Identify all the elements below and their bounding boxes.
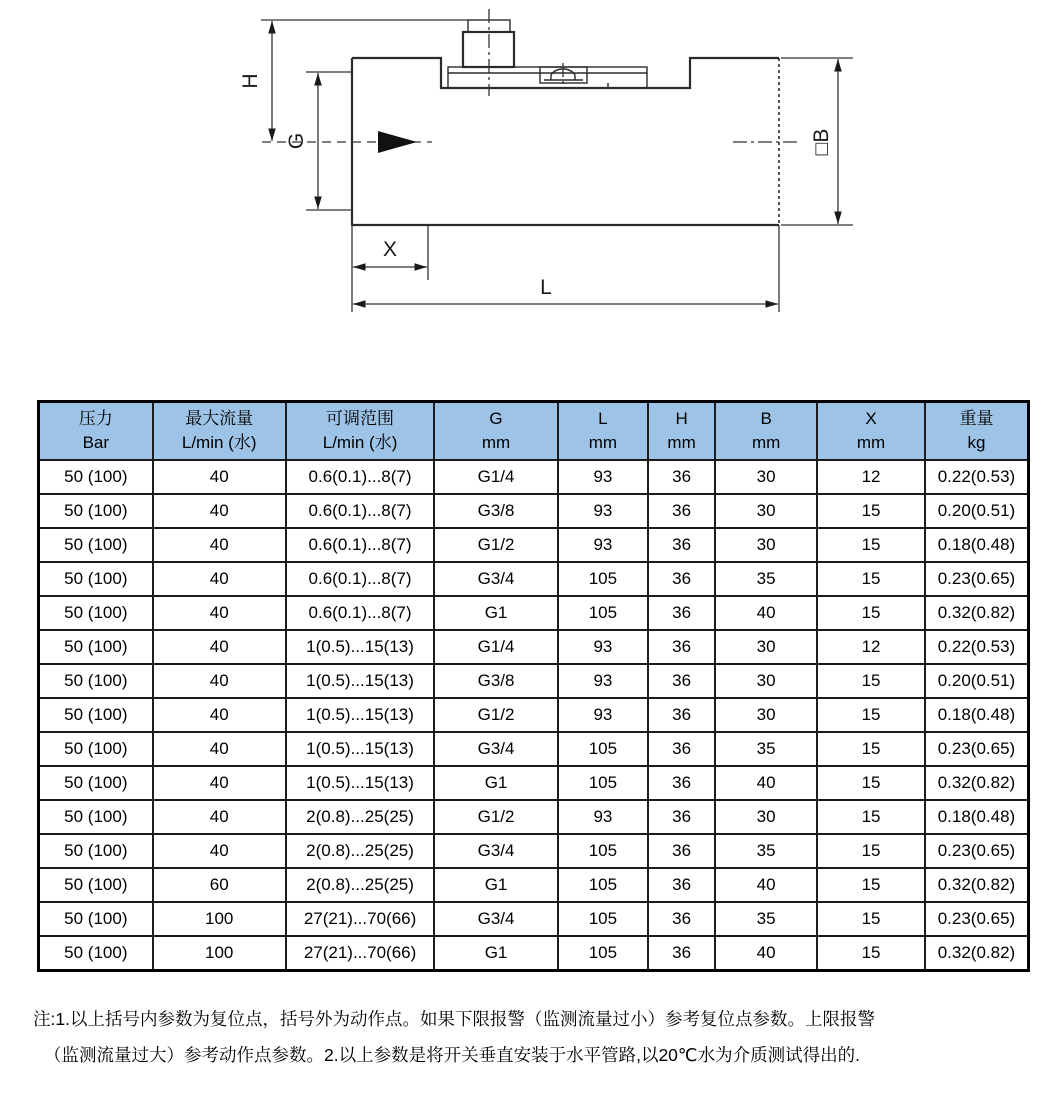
table-cell: 105: [558, 596, 648, 630]
table-cell: 50 (100): [39, 664, 153, 698]
table-cell: 15: [817, 766, 925, 800]
table-cell: 50 (100): [39, 834, 153, 868]
table-cell: 0.32(0.82): [925, 868, 1029, 902]
table-cell: 40: [153, 766, 286, 800]
table-cell: 1(0.5)...15(13): [286, 698, 435, 732]
table-cell: G1: [434, 936, 557, 971]
table-cell: 35: [715, 732, 817, 766]
table-cell: 50 (100): [39, 494, 153, 528]
footnote-line2: （监测流量过大）参考动作点参数。2.以上参数是将开关垂直安装于水平管路,以20℃水为介质测试得出的.: [44, 1045, 860, 1065]
spec-table: [37, 400, 1030, 972]
table-cell: 0.18(0.48): [925, 528, 1029, 562]
table-cell: 27(21)...70(66): [286, 902, 435, 936]
table-cell: 50 (100): [39, 902, 153, 936]
table-cell: 40: [153, 596, 286, 630]
table-cell: 35: [715, 834, 817, 868]
table-cell: 30: [715, 630, 817, 664]
table-cell: 15: [817, 494, 925, 528]
table-cell: 105: [558, 732, 648, 766]
table-cell: 15: [817, 800, 925, 834]
table-cell: G3/4: [434, 562, 557, 596]
table-row: [39, 528, 1029, 562]
table-cell: 2(0.8)...25(25): [286, 800, 435, 834]
table-cell: 105: [558, 868, 648, 902]
g-label: G: [285, 132, 308, 150]
table-cell: 0.23(0.65): [925, 902, 1029, 936]
table-cell: 50 (100): [39, 766, 153, 800]
table-cell: G3/4: [434, 732, 557, 766]
table-row: [39, 698, 1029, 732]
table-cell: G3/4: [434, 834, 557, 868]
table-cell: 50 (100): [39, 630, 153, 664]
table-cell: G1/2: [434, 528, 557, 562]
column-header: 最大流量 L/min (水): [153, 402, 286, 461]
table-cell: 93: [558, 528, 648, 562]
table-cell: 36: [648, 902, 715, 936]
b-label: □B: [810, 128, 833, 156]
table-row: [39, 596, 1029, 630]
table-cell: 15: [817, 936, 925, 971]
table-cell: 27(21)...70(66): [286, 936, 435, 971]
table-row: [39, 902, 1029, 936]
column-header: 重量 kg: [925, 402, 1029, 461]
table-cell: 0.23(0.65): [925, 562, 1029, 596]
l-label: L: [540, 276, 552, 299]
table-cell: 36: [648, 562, 715, 596]
table-cell: G1/2: [434, 698, 557, 732]
table-cell: 40: [153, 664, 286, 698]
table-cell: 12: [817, 630, 925, 664]
flow-direction: [262, 131, 797, 153]
table-cell: 40: [715, 868, 817, 902]
table-cell: 15: [817, 596, 925, 630]
table-cell: 105: [558, 562, 648, 596]
table-cell: 100: [153, 902, 286, 936]
table-cell: 15: [817, 834, 925, 868]
table-cell: 93: [558, 630, 648, 664]
table-cell: 50 (100): [39, 562, 153, 596]
table-row: [39, 732, 1029, 766]
table-cell: 35: [715, 562, 817, 596]
table-cell: 1(0.5)...15(13): [286, 630, 435, 664]
table-cell: 36: [648, 460, 715, 494]
table-cell: 50 (100): [39, 800, 153, 834]
table-cell: 50 (100): [39, 698, 153, 732]
table-cell: 0.6(0.1)...8(7): [286, 494, 435, 528]
adjustment-dome: [540, 63, 587, 86]
table-cell: 0.6(0.1)...8(7): [286, 460, 435, 494]
column-header: H mm: [648, 402, 715, 461]
table-cell: 15: [817, 868, 925, 902]
table-cell: G1/2: [434, 800, 557, 834]
x-label: X: [382, 238, 398, 261]
table-cell: 36: [648, 936, 715, 971]
footnote-line1: 注:1.以上括号内参数为复位点，括号外为动作点。如果下限报警（监测流量过小）参考复位点参数。上限报警: [33, 1009, 875, 1029]
table-cell: 40: [153, 630, 286, 664]
table-cell: 93: [558, 698, 648, 732]
table-cell: 36: [648, 596, 715, 630]
table-cell: 1(0.5)...15(13): [286, 732, 435, 766]
table-cell: 36: [648, 494, 715, 528]
table-cell: 30: [715, 800, 817, 834]
table-cell: 40: [715, 766, 817, 800]
table-cell: 30: [715, 494, 817, 528]
table-cell: 0.18(0.48): [925, 698, 1029, 732]
table-cell: 15: [817, 664, 925, 698]
table-cell: G3/8: [434, 664, 557, 698]
dimension-x: [352, 225, 428, 312]
mounting-plate: [448, 67, 647, 88]
table-row: [39, 834, 1029, 868]
table-cell: 0.32(0.82): [925, 766, 1029, 800]
table-cell: 40: [153, 460, 286, 494]
table-cell: 0.22(0.53): [925, 630, 1029, 664]
column-header: B mm: [715, 402, 817, 461]
table-row: [39, 766, 1029, 800]
table-row: [39, 664, 1029, 698]
table-cell: 30: [715, 698, 817, 732]
table-cell: 50 (100): [39, 732, 153, 766]
footnote: [33, 1001, 1031, 1073]
table-cell: 105: [558, 936, 648, 971]
table-cell: 15: [817, 902, 925, 936]
table-cell: 15: [817, 528, 925, 562]
h-label: H: [239, 73, 262, 89]
table-cell: 36: [648, 766, 715, 800]
table-cell: 0.22(0.53): [925, 460, 1029, 494]
table-row: [39, 800, 1029, 834]
table-cell: 40: [153, 562, 286, 596]
table-cell: 12: [817, 460, 925, 494]
table-row: [39, 936, 1029, 971]
table-cell: 36: [648, 732, 715, 766]
table-cell: 2(0.8)...25(25): [286, 834, 435, 868]
header-row: [39, 402, 1029, 461]
table-cell: 36: [648, 698, 715, 732]
table-cell: 36: [648, 800, 715, 834]
table-cell: 105: [558, 834, 648, 868]
table-cell: 15: [817, 562, 925, 596]
table-cell: 1(0.5)...15(13): [286, 664, 435, 698]
table-cell: 2(0.8)...25(25): [286, 868, 435, 902]
table-cell: 40: [153, 698, 286, 732]
table-cell: 50 (100): [39, 936, 153, 971]
table-cell: 100: [153, 936, 286, 971]
table-cell: 36: [648, 664, 715, 698]
table-cell: 93: [558, 664, 648, 698]
table-cell: 36: [648, 528, 715, 562]
table-cell: 35: [715, 902, 817, 936]
table-cell: 40: [715, 936, 817, 971]
table-cell: 40: [153, 800, 286, 834]
table-cell: 0.6(0.1)...8(7): [286, 562, 435, 596]
table-cell: G1/4: [434, 460, 557, 494]
table-cell: 15: [817, 732, 925, 766]
table-cell: 40: [715, 596, 817, 630]
table-cell: 50 (100): [39, 596, 153, 630]
table-cell: 36: [648, 630, 715, 664]
table-cell: 50 (100): [39, 460, 153, 494]
table-cell: 50 (100): [39, 868, 153, 902]
table-cell: G3/4: [434, 902, 557, 936]
table-cell: 0.6(0.1)...8(7): [286, 528, 435, 562]
cable-connector: [463, 9, 514, 96]
table-cell: 0.18(0.48): [925, 800, 1029, 834]
column-header: X mm: [817, 402, 925, 461]
table-cell: 60: [153, 868, 286, 902]
table-cell: 0.23(0.65): [925, 834, 1029, 868]
table-row: [39, 460, 1029, 494]
table-cell: G1: [434, 868, 557, 902]
column-header: 压力 Bar: [39, 402, 153, 461]
table-cell: G3/8: [434, 494, 557, 528]
table-cell: 36: [648, 868, 715, 902]
table-cell: 15: [817, 698, 925, 732]
spec-table-body: [39, 460, 1029, 971]
dimension-g: [285, 72, 352, 210]
table-cell: 105: [558, 902, 648, 936]
table-cell: 50 (100): [39, 528, 153, 562]
table-cell: 40: [153, 834, 286, 868]
table-cell: 40: [153, 494, 286, 528]
table-cell: 93: [558, 800, 648, 834]
table-cell: 36: [648, 834, 715, 868]
table-cell: G1/4: [434, 630, 557, 664]
table-cell: 40: [153, 732, 286, 766]
table-row: [39, 868, 1029, 902]
table-row: [39, 494, 1029, 528]
table-cell: 0.32(0.82): [925, 596, 1029, 630]
table-cell: G1: [434, 596, 557, 630]
table-cell: 93: [558, 460, 648, 494]
table-cell: 0.23(0.65): [925, 732, 1029, 766]
table-cell: 40: [153, 528, 286, 562]
table-cell: G1: [434, 766, 557, 800]
table-cell: 30: [715, 528, 817, 562]
table-cell: 0.20(0.51): [925, 664, 1029, 698]
table-cell: 30: [715, 664, 817, 698]
dimension-l: [353, 225, 779, 312]
column-header: L mm: [558, 402, 648, 461]
table-cell: 0.20(0.51): [925, 494, 1029, 528]
flow-arrow-icon: [378, 131, 417, 153]
column-header: 可调范围 L/min (水): [286, 402, 435, 461]
dimension-h: [239, 20, 468, 141]
table-cell: 1(0.5)...15(13): [286, 766, 435, 800]
technical-drawing: [0, 0, 1047, 395]
spec-table-header: [39, 402, 1029, 461]
table-cell: 0.6(0.1)...8(7): [286, 596, 435, 630]
table-cell: 93: [558, 494, 648, 528]
table-row: [39, 562, 1029, 596]
table-cell: 105: [558, 766, 648, 800]
table-cell: 0.32(0.82): [925, 936, 1029, 971]
table-cell: 30: [715, 460, 817, 494]
table-row: [39, 630, 1029, 664]
plate-outline: [448, 67, 647, 88]
column-header: G mm: [434, 402, 557, 461]
